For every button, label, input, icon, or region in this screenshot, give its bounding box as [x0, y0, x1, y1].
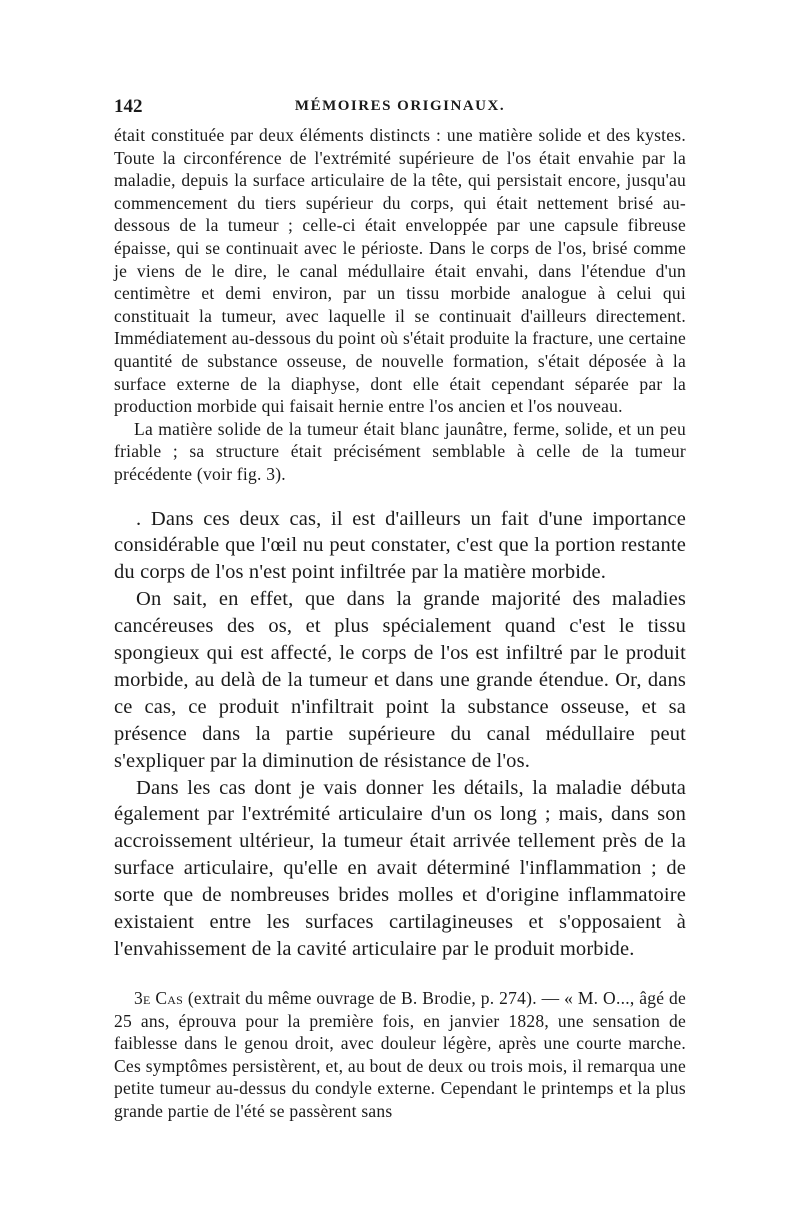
section-spacer [114, 486, 686, 506]
case-three-text: (extrait du même ouvrage de B. Brodie, p. 274). — « M. O..., âgé de 25 ans, éprouva pour la première fois, en janvier 1828, une sensation de faiblesse dans le genou droit, avec douleur légère, après une courte marche. Ces symptômes persistèrent, et, au bout de deux ou trois mois, il remarqua une petite tumeur au-dessus du condyle externe. Cependant le printemps et la plus grande partie de l'été se passèrent sans [114, 987, 686, 1121]
section-spacer [114, 963, 686, 987]
paragraph-tumor-description: était constituée par deux éléments distincts : une matière solide et des kystes. Toute la circonférence de l'extrémité supérieure de l'os était envahie par la maladie, depuis la surface articulaire de la tête, qui persistait encore, jusqu'au commencement du tiers supérieur du corps, qui était nettement brisé au-dessous de la tumeur ; celle-ci était enveloppée par une capsule fibreuse épaisse, qui se continuait avec le périoste. Dans le corps de l'os, brisé comme je viens de le dire, le canal médullaire était envahi, dans l'étendue d'un centimètre et demi environ, par un tissu morbide analogue à celui qui constituait la tumeur, avec laquelle il se continuait d'ailleurs directement. Immédiatement au-dessous du point où s'était produite la fracture, une certaine quantité de substance osseuse, de nouvelle formation, s'était déposée à la surface externe de la diaphyse, dont elle était cependant séparée par la production morbide qui faisait hernie entre l'os ancien et l'os nouveau. [114, 125, 686, 417]
paragraph-infiltration: On sait, en effet, que dans la grande majorité des maladies cancéreuses des os, et plus spécialement quand c'est le tissu spongieux qui est affecté, le corps de l'os est infiltré par le produit morbide, au delà de la tumeur et dans une grande étendue. Or, dans ce cas, ce produit n'infiltrait point la substance osseuse, et sa présence dans la partie supérieure du canal médullaire peut s'expliquer par la diminution de résistance de l'os. [114, 588, 686, 772]
case-label: 3e Cas [134, 987, 184, 1008]
paragraph-articular-cases: Dans les cas dont je vais donner les détails, la maladie débuta également par l'extrémité articulaire d'un os long ; mais, dans son accroissement ultérieur, la tumeur était arrivée tellement près de la surface articulaire, qu'elle en avait déterminé l'inflammation ; de sorte que de nombreuses brides molles et d'origine inflammatoire existaient entre les surfaces cartilagineuses et s'opposaient à l'envahissement de la cavité articulaire par le produit morbide. [114, 776, 686, 960]
paragraph-two-cases: . Dans ces deux cas, il est d'ailleurs un fait d'une importance considérable que l'œil nu peut constater, c'est que la portion restante du corps de l'os n'est point infiltrée par la matière morbide. [114, 507, 686, 584]
running-head [114, 96, 686, 124]
page-number: 142 [114, 96, 143, 117]
running-title: MÉMOIRES ORIGINAUX. [294, 98, 506, 114]
paragraph-solid-matter: La matière solide de la tumeur était blanc jaunâtre, ferme, solide, et un peu friable ; sa structure était précisément semblable à celle de la tumeur précédente (voir fig. 3). [114, 418, 686, 484]
paragraph-case-three [114, 987, 686, 1123]
book-page [114, 96, 686, 1122]
